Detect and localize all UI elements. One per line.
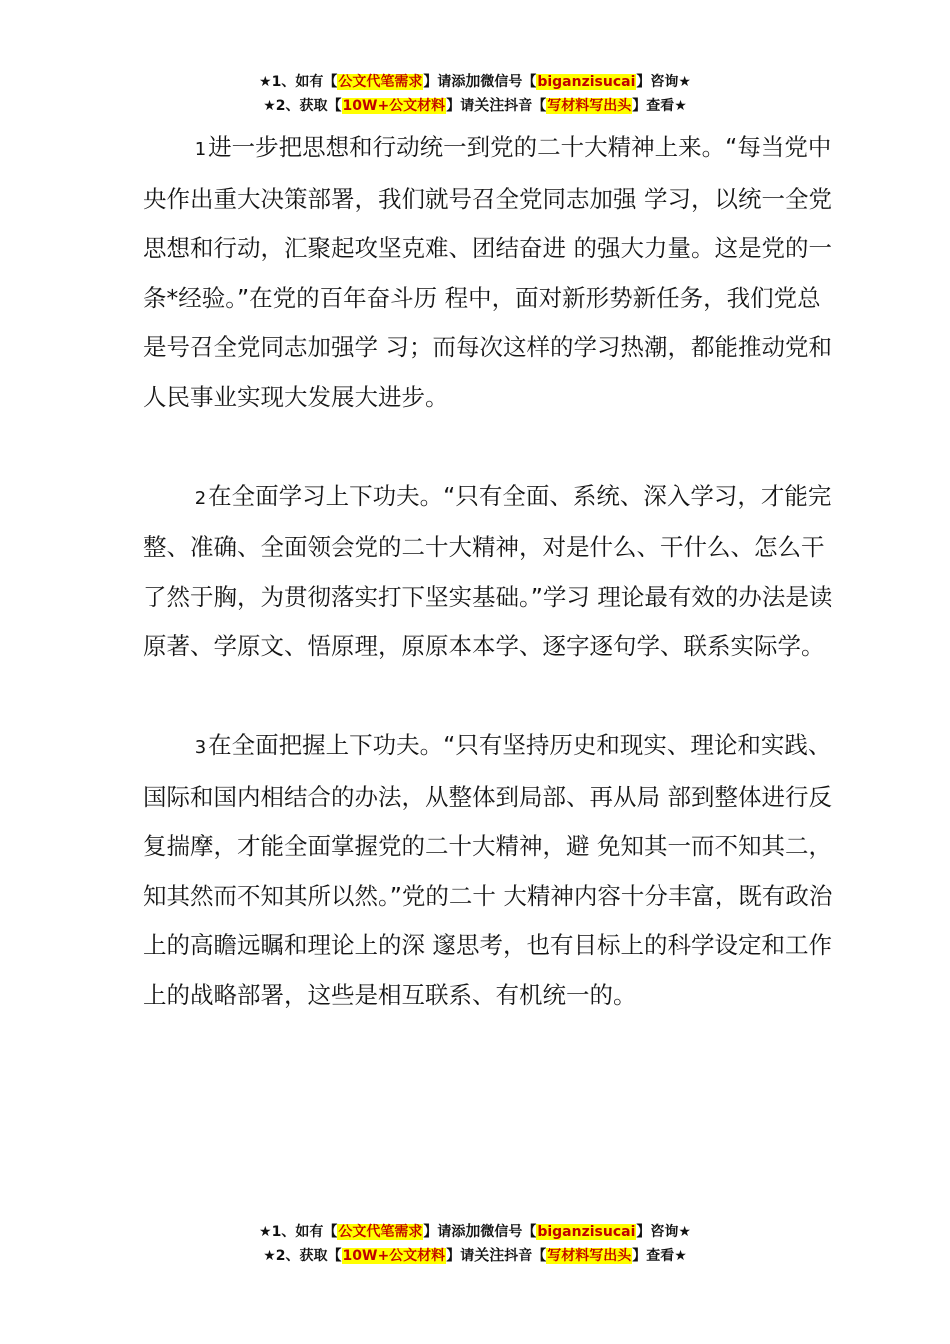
bracket: 】 bbox=[423, 74, 438, 90]
star-icon: ★ bbox=[674, 98, 687, 114]
banner-text: 请添 bbox=[437, 74, 466, 90]
star-icon: ★ bbox=[674, 1248, 687, 1264]
highlight-douyin: 写材料写出头 bbox=[547, 98, 632, 114]
footer-banner bbox=[0, 1220, 950, 1268]
paragraph-number: 1 bbox=[194, 139, 207, 160]
paragraph-text: 在全面把握上下功夫。“只有坚持历史和现实、理论和实践、国际和国内相结合的办法，从整体到局部、再从局 部到整体进行反复揣摩，才能全面掌握党的二十大精神，避 免知其一而不知其二，知其然而不知其所以然。”党的二十 大精神内容十分丰富，既有政治上的高瞻远瞩和理论上的深 邃思考，也有目标上的科学设定和工作上的战略部署，这些是相互联系、有机统一的。 bbox=[143, 731, 833, 1009]
bracket: 】 bbox=[636, 1224, 651, 1240]
paragraph-1 bbox=[143, 123, 833, 422]
bracket: 】 bbox=[446, 1248, 461, 1264]
star-icon: ★ bbox=[263, 98, 276, 114]
bracket: 【 bbox=[327, 98, 342, 114]
banner-line-2 bbox=[0, 94, 950, 118]
paragraph-number: 2 bbox=[194, 487, 207, 509]
banner-text-strong: 加 bbox=[465, 72, 481, 90]
highlight-service: 公文代笔需求 bbox=[338, 74, 423, 90]
highlight-materials: 10W+公文材料 bbox=[342, 98, 446, 114]
header-banner bbox=[0, 70, 950, 118]
bracket: 【 bbox=[532, 98, 547, 114]
star-icon: ★ bbox=[678, 1224, 691, 1240]
bracket: 【 bbox=[522, 74, 537, 90]
bracket: 】 bbox=[423, 1224, 438, 1240]
bracket: 】 bbox=[632, 1248, 647, 1264]
banner-item-label: 1、如有 bbox=[271, 1224, 324, 1240]
banner-item-label: 2、获取 bbox=[275, 98, 328, 114]
banner-text: 请添 bbox=[437, 1224, 466, 1240]
paragraph-text: 进一步把思想和行动统一到党的二十大精神上来。“每当党中央作出重大决策部署，我们就号召全党同志加强 学习，以统一全党思想和行动，汇聚起攻坚克难、团结奋进 的强大力量。这是党的一条*经验。”在党的百年奋斗历 程中，面对新形势新任务，我们党总是号召全党同志加强学 习；而每次这样的学习热潮，都能推动党和人民事业实现大发展大进步。 bbox=[143, 133, 832, 411]
bracket: 【 bbox=[323, 1224, 338, 1240]
banner-text-strong: 关注 bbox=[474, 1246, 505, 1264]
banner-text: 请 bbox=[460, 1248, 475, 1264]
banner-line-1 bbox=[0, 70, 950, 94]
bracket: 】 bbox=[632, 98, 647, 114]
star-icon: ★ bbox=[259, 74, 272, 90]
banner-item-label: 2、获取 bbox=[275, 1248, 328, 1264]
banner-line-2 bbox=[0, 1244, 950, 1268]
star-icon: ★ bbox=[263, 1248, 276, 1264]
banner-text: 查看 bbox=[646, 98, 675, 114]
highlight-wechat-id: biganzisucai bbox=[537, 74, 636, 90]
banner-text: 微信号 bbox=[480, 1224, 523, 1240]
bracket: 【 bbox=[532, 1248, 547, 1264]
highlight-douyin: 写材料写出头 bbox=[547, 1248, 632, 1264]
highlight-materials: 10W+公文材料 bbox=[342, 1248, 446, 1264]
bracket: 【 bbox=[327, 1248, 342, 1264]
banner-item-label: 1、如有 bbox=[271, 74, 324, 90]
banner-text: 咨询 bbox=[650, 1224, 679, 1240]
banner-text: 抖音 bbox=[504, 98, 533, 114]
bracket: 【 bbox=[323, 74, 338, 90]
banner-text: 微信号 bbox=[480, 74, 523, 90]
paragraph-2 bbox=[143, 472, 833, 672]
highlight-wechat-id: biganzisucai bbox=[537, 1224, 636, 1240]
bracket: 【 bbox=[522, 1224, 537, 1240]
highlight-service: 公文代笔需求 bbox=[338, 1224, 423, 1240]
banner-line-1 bbox=[0, 1220, 950, 1244]
document-body bbox=[143, 123, 833, 1020]
paragraph-text: 在全面学习上下功夫。“只有全面、系统、深入学习，才能完整、准确、全面领会党的二十大精神，对是什么、干什么、怎么干了然于胸，为贯彻落实打下坚实基础。”学习 理论最有效的办法是读原著、学原文、悟原理，原原本本学、逐字逐句学、联系实际学。 bbox=[143, 481, 833, 660]
banner-text-strong: 关注 bbox=[474, 96, 505, 114]
star-icon: ★ bbox=[259, 1224, 272, 1240]
banner-text: 抖音 bbox=[504, 1248, 533, 1264]
bracket: 】 bbox=[636, 74, 651, 90]
paragraph-3 bbox=[143, 721, 833, 1020]
banner-text: 查看 bbox=[646, 1248, 675, 1264]
bracket: 】 bbox=[446, 98, 461, 114]
banner-text: 请 bbox=[460, 98, 475, 114]
star-icon: ★ bbox=[678, 74, 691, 90]
banner-text: 咨询 bbox=[650, 74, 679, 90]
banner-text-strong: 加 bbox=[465, 1222, 481, 1240]
paragraph-number: 3 bbox=[194, 737, 207, 758]
